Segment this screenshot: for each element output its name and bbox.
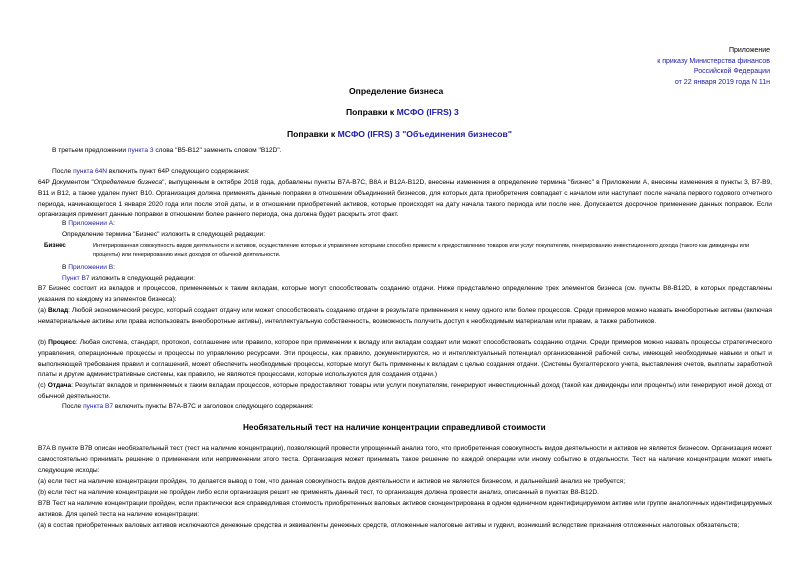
paragraph-b7-a [38,306,772,328]
paragraph-64p [38,178,772,221]
definition-term: Бизнес [44,242,66,249]
paragraph-b7-c [38,381,772,403]
page-title: Определение бизнеса [349,86,444,96]
paragraph-amend-3 [52,146,282,157]
p3-suffix: ", выпущенным в октябре 2018 года, добавлены пункты B7A-B7C, B8A и B12A-B12D, внесены изменения в определение термина "бизнес" в Приложении A, внесены изменения в пункты 3, B7-B9, B11 и B12, а также удален пункт B10. Организация должна применять данные поправки в отношении объединений бизнесов, для которых дата приобретения совпадает с началом или наступает после начала первого годового отчетного периода, начинающегося 1 января 2020 года или после этой даты, и в отношении приобретений активов, которые происходят на дату начала такого периода или после нее. Допускается досрочное применение данных поправок. Если организация применит данные поправки в отношении более раннего периода, она должна будет раскрыть этот факт. [38,179,773,219]
paragraph-b7a-a: (a) если тест на наличие концентрации пройден, то делается вывод о том, что данная совокупность видов деятельности и активов не является бизнесом, и дальнейший анализ не требуется; [38,478,626,485]
paragraph-b7b-a: (a) в состав приобретенных валовых активов исключаются денежные средства и эквиваленты денежных средств, отложенные налоговые активы и гудвил, возникший вследствие признания отложенных налоговых обязательств; [38,522,740,529]
appendix-date-link[interactable]: от 22 января 2019 года N 11н [674,78,770,86]
paragraph-definition-intro: Определение термина "Бизнес" изложить в следующей редакции: [62,231,266,238]
p10-lead: (b) [38,339,49,346]
appendix-order-link[interactable]: к приказу Министерства финансов [657,57,770,65]
paragraph-appendix-a [62,219,115,230]
item-b7-link-2[interactable]: пункта B7 [83,403,114,410]
p3-italic: Определение бизнеса [93,179,163,186]
ifrs3-link-2[interactable]: МСФО (IFRS) 3 [337,129,400,139]
p9-lead: (a) [38,307,48,314]
subtitle-2 [287,129,512,139]
p11-lead: (c) [38,382,48,389]
paragraph-appendix-b [62,263,115,274]
appendix-b-link[interactable]: Приложении В [68,264,114,271]
p11-bold: Отдача [47,382,72,389]
paragraph-after-64n [52,167,250,178]
p1-suffix: слова "B5-B12" заменить словом "B12D". [153,147,282,154]
appendix-header [470,46,770,88]
paragraph-b7-b [38,338,772,381]
p1-prefix: В третьем предложении [52,147,128,154]
appendix-line-1: Приложение [728,47,770,54]
paragraph-b7a-b: (b) если тест на наличие концентрации не пройден либо если организация решит не применять данный тест, то организация должна провести анализ, описанный в пунктах B8-B12D. [38,489,599,496]
p9-suffix: : Любой экономический ресурс, который создает отдачу или может способствовать созданию отдачи в результате применения к нему одного или более процессов. Среди примеров можно назвать внеоборотные активы (включая нематериальные активы или права использовать внеоборотные активы), интеллектуальную собственность, возможность получить доступ к необходимым материалам или правам, а также работников. [38,307,773,325]
appendix-a-link[interactable]: Приложении А [68,220,114,227]
p3-prefix: 64P Документом " [38,179,94,186]
p2-prefix: После [52,168,74,175]
paragraph-b7a: B7A В пункте B7B описан необязательный тест (тест на наличие концентрации), позволяющий провести упрощенный анализ того, что приобретенная совокупность видов деятельности и активов не является бизнесом. Организация может самостоятельно принимать решение о применении или неприменении этого теста. Организация может принимать такое решение по каждой операции или иному событию в отдельности. Тест на наличие концентрации может иметь следующие исходы: [38,445,772,474]
item-3-link[interactable]: пункта 3 [127,147,154,154]
paragraph-b7: B7 Бизнес состоит из вкладов и процессов, применяемых к таким вкладам, которые могут способствовать созданию отдачи. Ниже представлено определение трех элементов бизнеса (см. пункты B8-B12D, в которых представлены указания по каждому из элементов бизнеса): [38,285,772,303]
p6-prefix: В [62,264,69,271]
p7-suffix: изложить в следующей редакции: [89,275,196,282]
paragraph-b7b: B7B Тест на наличие концентрации пройден, если практически вся справедливая стоимость приобретенных валовых активов сконцентрирована в одном единичном идентифицируемом активе или группе аналогичных идентифицируемых активов. Для целей теста на наличие концентрации: [38,500,772,518]
p6-suffix: : [113,264,115,271]
item-64n-link[interactable]: пункта 64N [73,168,108,175]
definition-text: Интегрированная совокупность видов деятельности и активов, осуществление которых и управление которыми способно привести к предоставлению товаров или услуг покупателям, генерированию инвестиционного дохода (такого как дивиденды или проценты) или генерированию иных доходов от обычной деятельности. [93,243,750,259]
p4-prefix: В [62,220,69,227]
subtitle-1-prefix: Поправки к [346,107,397,117]
subtitle-2-prefix: Поправки к [287,129,338,139]
p12-prefix: После [62,403,84,410]
p9-bold: Вклад [47,307,69,314]
item-b7-link[interactable]: Пункт B7 [62,275,90,282]
p10-suffix: : Любая система, стандарт, протокол, соглашение или правило, которое при применении к вкладу или вкладам создает или может способствовать созданию отдачи. Среди примеров можно назвать процессы стратегического управления, операционные процессы и процессы по управлению ресурсами. Эти процессы, как правило, документируются, но и интеллектуальный потенциал организованной рабочей силы, имеющей необходимые навыки и опыт и выполняющей требования правил и соглашений, может обеспечить необходимые процессы, которые могут быть применены к вкладам с целью создания отдачи. (Системы бухгалтерского учета, выставления счетов, выплаты заработной платы и другие административные системы, как правило, не являются процессами, которые используются для создания отдачи.) [38,339,772,379]
ifrs3-link-1[interactable]: МСФО (IFRS) 3 [396,107,459,117]
p10-bold: Процесс [48,339,76,346]
p2-suffix: включить пункт 64P следующего содержания: [107,168,250,175]
p12-suffix: включить пункты B7A-B7C и заголовок следующего содержания: [113,403,314,410]
appendix-ministry-link[interactable]: Российской Федерации [693,68,770,75]
p11-suffix: : Результат вкладов и применяемых к таким вкладам процессов, которые предоставляют товары или услуги покупателям, генерируют инвестиционный доход (такой как дивиденды или проценты) или генерируют иной доход от обычной деятельности. [38,382,772,400]
subtitle-2-suffix[interactable]: "Объединения бизнесов" [399,129,512,139]
paragraph-after-b7 [62,402,314,413]
section-heading: Необязательный тест на наличие концентрации справедливой стоимости [243,423,546,432]
p4-suffix: : [113,220,115,227]
subtitle-1 [346,107,459,117]
